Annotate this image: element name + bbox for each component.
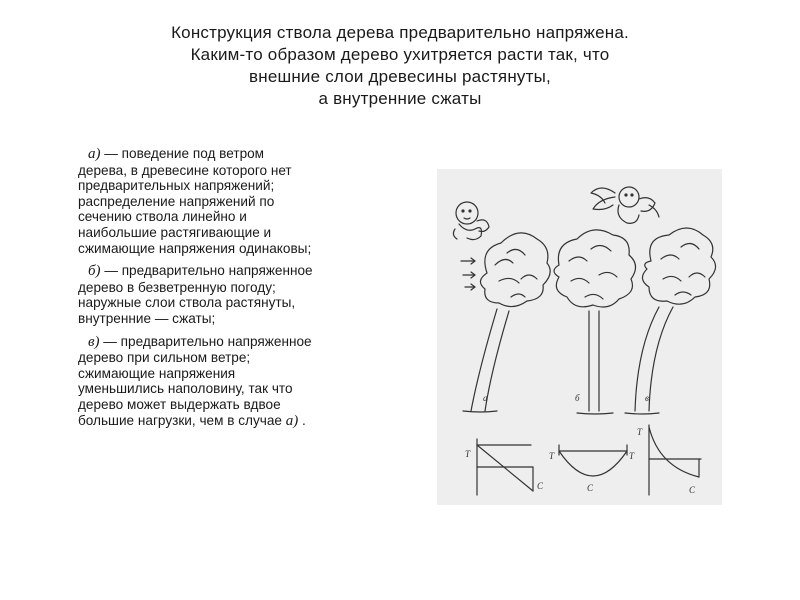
paragraph-line: уменьшились наполовину, так что bbox=[78, 381, 293, 397]
paragraph-line: предварительных напряжений; bbox=[78, 178, 275, 194]
tree-c-icon bbox=[625, 228, 716, 414]
cherub-right-icon bbox=[591, 187, 659, 223]
paragraph-a bbox=[78, 146, 408, 256]
paragraph-line: сжимающие напряжения одинаковы; bbox=[78, 240, 312, 256]
stress-diagram-b-icon bbox=[559, 445, 627, 476]
line-text: — предварительно напряженное bbox=[100, 263, 313, 279]
paragraph-line: распределение напряжений по bbox=[78, 193, 275, 209]
paragraph-line bbox=[78, 146, 408, 163]
tree-a-icon bbox=[463, 233, 550, 412]
label-compression-c: С bbox=[689, 485, 696, 495]
paragraph-line: сжимающие напряжения bbox=[78, 365, 236, 381]
paragraph-b bbox=[78, 263, 408, 326]
line-text: . bbox=[298, 412, 306, 428]
label-compression-b: С bbox=[587, 483, 594, 493]
tree-label-b: б bbox=[575, 393, 580, 403]
paragraph-line bbox=[78, 263, 408, 280]
tree-illustration bbox=[437, 169, 722, 505]
wind-arrows-icon bbox=[461, 258, 475, 290]
title-line: Конструкция ствола дерева предварительно напряжена. bbox=[171, 23, 629, 42]
paragraph-line bbox=[78, 413, 408, 430]
label-tension-b: Т bbox=[549, 451, 555, 461]
label-tension-c: Т bbox=[637, 427, 643, 437]
item-marker: а) bbox=[285, 412, 299, 429]
paragraph-line: сечению ствола линейно и bbox=[78, 209, 247, 225]
label-compression-a: С bbox=[537, 481, 544, 491]
label-tension-a: Т bbox=[465, 449, 471, 459]
cherub-left-icon bbox=[453, 202, 489, 240]
paragraph-line bbox=[78, 334, 408, 351]
title-line: Каким-то образом дерево ухитряется расти так, что bbox=[190, 45, 610, 64]
item-marker: б) bbox=[88, 263, 101, 280]
paragraph-line: дерево при сильном ветре; bbox=[78, 350, 251, 366]
item-marker: в) bbox=[88, 333, 100, 350]
tree-b-icon bbox=[554, 230, 636, 414]
paragraph-c bbox=[78, 334, 408, 430]
tree-label-a: а bbox=[483, 393, 488, 403]
line-text: — предварительно напряженное bbox=[99, 333, 312, 349]
paragraph-line: дерево в безветренную погоду; bbox=[78, 279, 276, 295]
paragraph-line: наружные слои ствола растянуты, bbox=[78, 295, 296, 311]
title-line: внешние слои древесины растянуты, bbox=[249, 67, 551, 86]
paragraph-line: дерево может выдержать вдвое bbox=[78, 396, 281, 412]
stress-diagram-a-icon bbox=[477, 439, 533, 495]
paragraph-line: внутренние — сжаты; bbox=[78, 310, 216, 326]
paragraph-line: наибольшие растягивающие и bbox=[78, 224, 272, 240]
line-text: большие нагрузки, чем в случае bbox=[78, 412, 286, 428]
description-text bbox=[78, 146, 408, 436]
item-marker: а) bbox=[88, 146, 101, 162]
slide-title bbox=[60, 22, 740, 110]
tree-label-c: в bbox=[645, 393, 649, 403]
tree-figure bbox=[437, 169, 722, 505]
paragraph-line: дерева, в древесине которого нет bbox=[78, 162, 292, 178]
line-text: — поведение под ветром bbox=[100, 146, 265, 161]
label-tension-b2: Т bbox=[629, 451, 635, 461]
title-line: а внутренние сжаты bbox=[318, 89, 482, 108]
